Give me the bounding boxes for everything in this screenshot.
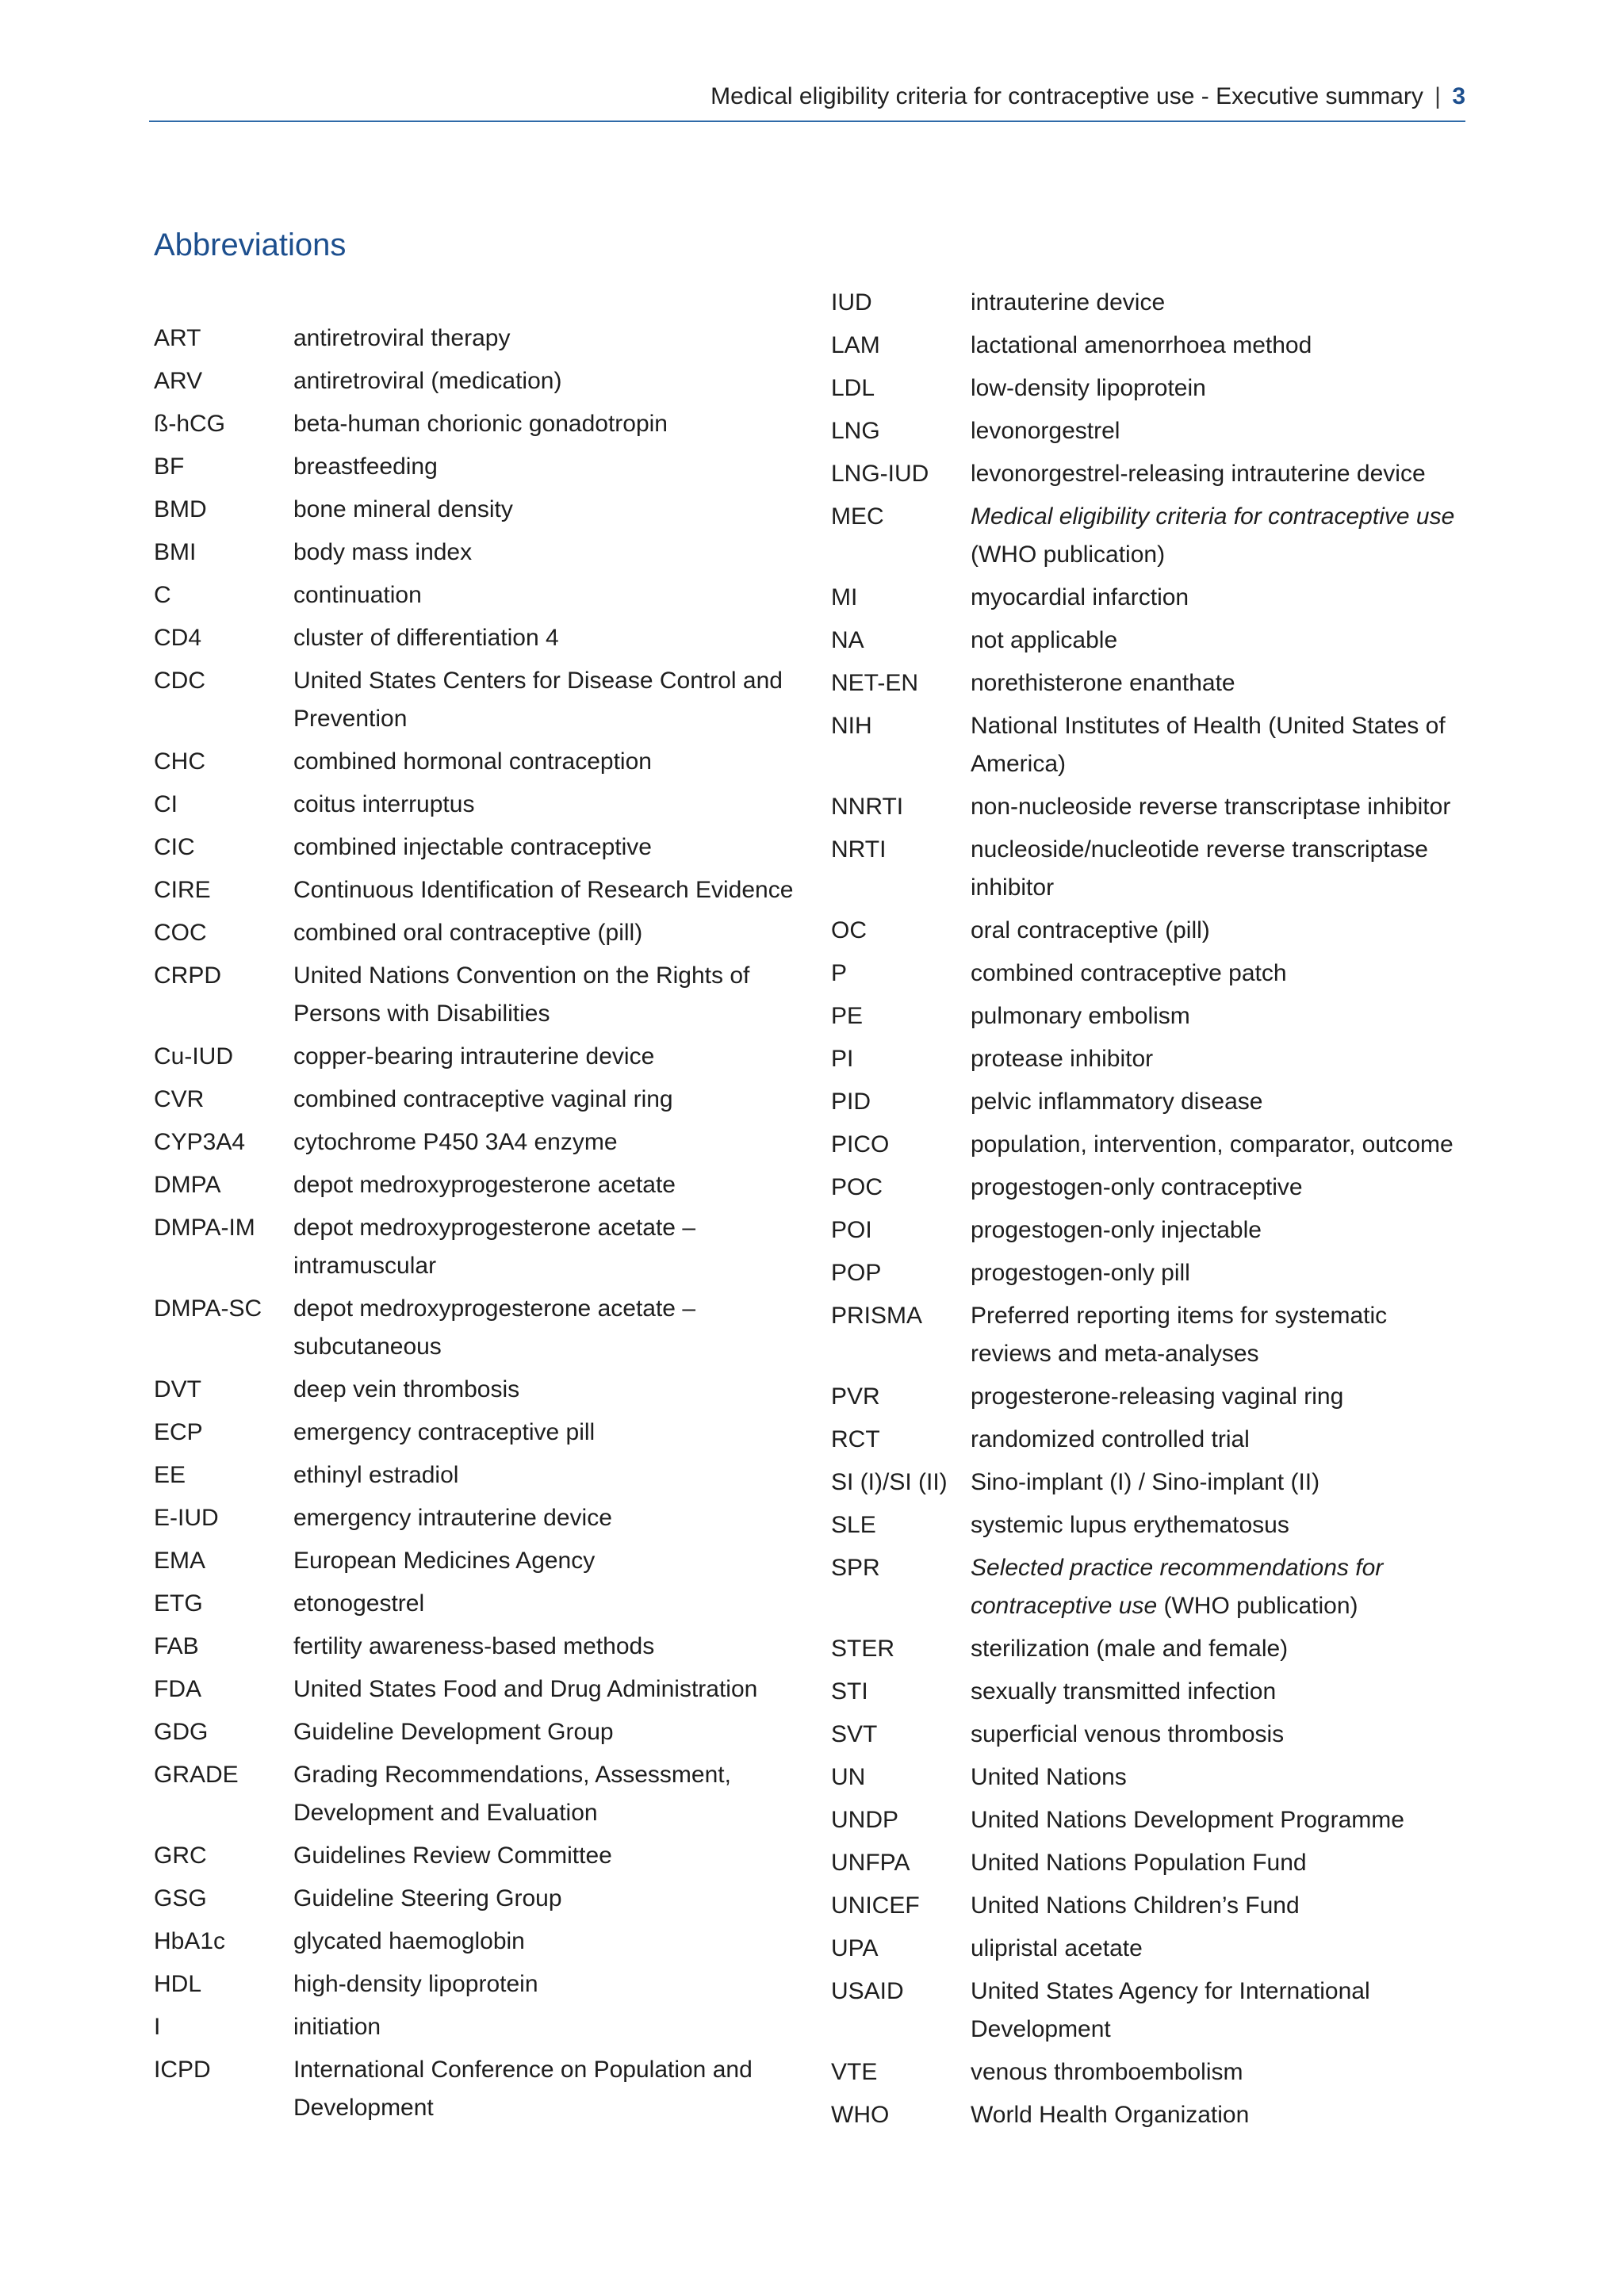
abbreviation-row (831, 2096, 1465, 2134)
abbreviation-definition: nucleoside/nucleotide reverse transcriptase inhibitor (971, 836, 1428, 901)
abbreviation-row (831, 412, 1465, 450)
abbreviation-term: ECP (154, 1419, 203, 1445)
abbreviation-term: ICPD (154, 2057, 211, 2083)
abbreviation-row (154, 914, 812, 952)
abbreviation-row (831, 1716, 1465, 1754)
abbreviation-definition: National Institutes of Health (United States of America) (971, 713, 1446, 777)
abbreviation-row (831, 622, 1465, 660)
abbreviation-term: IUD (831, 289, 872, 316)
abbreviation-row (154, 1585, 812, 1623)
abbreviation-row (154, 1756, 812, 1832)
abbreviation-row (831, 1973, 1465, 2049)
header-divider (149, 121, 1465, 122)
abbreviation-row (831, 455, 1465, 493)
abbreviation-definition: cytochrome P450 3A4 enzyme (293, 1129, 618, 1155)
abbreviation-term: STI (831, 1678, 868, 1705)
abbreviation-row (831, 997, 1465, 1035)
abbreviation-definition: non-nucleoside reverse transcriptase inhibitor (971, 794, 1451, 820)
abbreviation-row (831, 707, 1465, 783)
definition-suffix: (WHO publication) (971, 541, 1166, 568)
abbreviation-term: HbA1c (154, 1928, 226, 1954)
abbreviation-definition: glycated haemoglobin (293, 1928, 525, 1954)
abbreviation-definition: sterilization (male and female) (971, 1636, 1289, 1662)
abbreviation-term: POI (831, 1217, 872, 1243)
abbreviation-term: BF (154, 453, 185, 480)
abbreviation-term: NA (831, 627, 864, 653)
abbreviation-row (154, 2051, 812, 2127)
abbreviation-row (154, 1371, 812, 1409)
abbreviation-term: CIRE (154, 877, 211, 903)
abbreviation-definition: United Nations (971, 1764, 1127, 1790)
abbreviation-row (154, 957, 812, 1033)
abbreviation-row (831, 1887, 1465, 1925)
abbreviation-row (831, 1464, 1465, 1502)
abbreviation-term: UNFPA (831, 1850, 910, 1876)
abbreviation-row (154, 1414, 812, 1452)
abbreviation-row (154, 534, 812, 572)
abbreviation-definition: emergency intrauterine device (293, 1505, 612, 1531)
abbreviation-row (831, 1630, 1465, 1668)
abbreviation-definition: ethinyl estradiol (293, 1462, 459, 1488)
abbreviation-term: NET-EN (831, 670, 919, 696)
abbreviation-term: POC (831, 1174, 883, 1200)
abbreviation-term: NRTI (831, 836, 887, 863)
abbreviation-row (831, 284, 1465, 322)
abbreviation-definition: oral contraceptive (pill) (971, 917, 1210, 943)
abbreviation-term: PE (831, 1003, 864, 1029)
abbreviation-definition: United Nations Convention on the Rights of Persons with Disabilities (293, 962, 750, 1027)
abbreviation-definition: ulipristal acetate (971, 1935, 1143, 1961)
abbreviation-definition: United Nations Development Programme (971, 1807, 1404, 1833)
definition-suffix: (WHO publication) (1157, 1593, 1358, 1619)
abbreviation-row (154, 1965, 812, 2003)
abbreviation-row (831, 912, 1465, 950)
abbreviation-definition: myocardial infarction (971, 584, 1189, 610)
abbreviation-term: MEC (831, 503, 884, 530)
abbreviation-definition: combined injectable contraceptive (293, 834, 652, 860)
abbreviation-term: CD4 (154, 625, 202, 651)
abbreviation-term: GRADE (154, 1762, 239, 1788)
abbreviation-definition: combined hormonal contraception (293, 748, 652, 775)
abbreviation-definition: sexually transmitted infection (971, 1678, 1277, 1705)
abbreviation-definition: venous thromboembolism (971, 2059, 1243, 2085)
abbreviation-row (154, 1081, 812, 1119)
abbreviation-definition: pulmonary embolism (971, 1003, 1190, 1029)
abbreviation-definition: antiretroviral (medication) (293, 368, 562, 394)
abbreviation-row (154, 1880, 812, 1918)
abbreviations-right-column (831, 284, 1465, 2139)
abbreviation-definition: randomized controlled trial (971, 1426, 1250, 1452)
abbreviation-definition: European Medicines Agency (293, 1548, 596, 1574)
abbreviation-definition: cluster of differentiation 4 (293, 625, 559, 651)
abbreviation-definition: progestogen-only pill (971, 1260, 1190, 1286)
abbreviations-left-column (154, 320, 812, 2132)
abbreviation-row (154, 743, 812, 781)
abbreviation-definition: United States Food and Drug Administration (293, 1676, 758, 1702)
abbreviation-definition: progestogen-only injectable (971, 1217, 1262, 1243)
abbreviation-term: USAID (831, 1978, 904, 2004)
abbreviation-row (831, 664, 1465, 702)
abbreviation-row (154, 786, 812, 824)
abbreviation-row (154, 1209, 812, 1285)
page-number: 3 (1452, 83, 1465, 109)
abbreviation-term: SVT (831, 1721, 878, 1747)
abbreviation-term: BMD (154, 496, 207, 522)
abbreviation-row (154, 2008, 812, 2046)
publication-title: Medical eligibility criteria for contraceptive use (971, 503, 1455, 530)
abbreviation-definition: depot medroxyprogesterone acetate (293, 1172, 676, 1198)
abbreviation-row (831, 1254, 1465, 1292)
abbreviation-term: CRPD (154, 962, 222, 989)
abbreviation-row (154, 1499, 812, 1537)
abbreviation-definition (971, 1549, 1465, 1625)
abbreviation-term: PI (831, 1046, 854, 1072)
abbreviation-term: ETG (154, 1590, 203, 1617)
abbreviation-definition: Grading Recommendations, Assessment, Development and Evaluation (293, 1762, 731, 1826)
abbreviation-row (154, 1290, 812, 1366)
abbreviation-row (831, 1040, 1465, 1078)
abbreviation-definition: pelvic inflammatory disease (971, 1089, 1263, 1115)
abbreviation-row (154, 576, 812, 614)
abbreviation-term: FAB (154, 1633, 199, 1659)
abbreviation-definition: low-density lipoprotein (971, 375, 1206, 401)
abbreviation-row (831, 1211, 1465, 1249)
abbreviation-term: POP (831, 1260, 882, 1286)
abbreviation-definition: Guideline Development Group (293, 1719, 614, 1745)
abbreviation-term: Cu-IUD (154, 1043, 234, 1070)
abbreviation-term: COC (154, 920, 207, 946)
abbreviation-definition: norethisterone enanthate (971, 670, 1235, 696)
abbreviation-definition: coitus interruptus (293, 791, 475, 817)
abbreviation-term: RCT (831, 1426, 880, 1452)
abbreviation-row (154, 1456, 812, 1494)
abbreviation-term: NNRTI (831, 794, 904, 820)
abbreviation-definition: systemic lupus erythematosus (971, 1512, 1289, 1538)
abbreviation-definition: beta-human chorionic gonadotropin (293, 411, 668, 437)
abbreviation-row (154, 362, 812, 400)
abbreviation-row (831, 1421, 1465, 1459)
abbreviation-row (831, 831, 1465, 907)
abbreviation-definition: Sino-implant (I) / Sino-implant (II) (971, 1469, 1320, 1495)
abbreviation-row (831, 1930, 1465, 1968)
section-title: Abbreviations (154, 228, 347, 262)
abbreviation-term: PID (831, 1089, 871, 1115)
abbreviation-definition: levonorgestrel (971, 418, 1120, 444)
abbreviation-definition: antiretroviral therapy (293, 325, 511, 351)
abbreviation-row (154, 1542, 812, 1580)
abbreviation-definition: combined contraceptive patch (971, 960, 1287, 986)
abbreviation-term: ART (154, 325, 201, 351)
abbreviation-definition: depot medroxyprogesterone acetate – subcutaneous (293, 1295, 695, 1360)
abbreviation-row (831, 1758, 1465, 1797)
abbreviation-term: CI (154, 791, 178, 817)
abbreviation-row (154, 619, 812, 657)
abbreviation-term: BMI (154, 539, 197, 565)
abbreviation-definition: progestogen-only contraceptive (971, 1174, 1303, 1200)
abbreviation-term: PRISMA (831, 1303, 923, 1329)
abbreviation-term: UNICEF (831, 1892, 920, 1919)
abbreviation-term: MI (831, 584, 858, 610)
abbreviation-term: C (154, 582, 171, 608)
abbreviation-row (831, 369, 1465, 408)
abbreviation-row (154, 1713, 812, 1751)
abbreviation-term: E-IUD (154, 1505, 219, 1531)
abbreviation-row (831, 2053, 1465, 2091)
abbreviation-row (154, 1923, 812, 1961)
abbreviation-term: UPA (831, 1935, 879, 1961)
abbreviation-term: LDL (831, 375, 875, 401)
abbreviation-term: SI (I)/SI (II) (831, 1469, 948, 1495)
abbreviation-row (154, 871, 812, 909)
abbreviation-definition: World Health Organization (971, 2102, 1250, 2128)
abbreviation-row (154, 1166, 812, 1204)
abbreviation-row (831, 579, 1465, 617)
running-header (710, 80, 1465, 113)
abbreviation-row (154, 828, 812, 867)
abbreviation-definition: United Nations Population Fund (971, 1850, 1307, 1876)
abbreviation-term: DMPA (154, 1172, 221, 1198)
abbreviation-row (154, 662, 812, 738)
abbreviation-term: DMPA-IM (154, 1215, 255, 1241)
abbreviation-definition: etonogestrel (293, 1590, 425, 1617)
abbreviation-term: LAM (831, 332, 880, 358)
abbreviation-definition: lactational amenorrhoea method (971, 332, 1312, 358)
abbreviation-term: I (154, 2014, 161, 2040)
abbreviation-term: CYP3A4 (154, 1129, 246, 1155)
abbreviation-term: CDC (154, 668, 205, 694)
abbreviation-definition: fertility awareness-based methods (293, 1633, 655, 1659)
abbreviation-term: EE (154, 1462, 186, 1488)
abbreviation-term: LNG-IUD (831, 461, 929, 487)
abbreviation-row (831, 1844, 1465, 1882)
abbreviation-term: CHC (154, 748, 205, 775)
abbreviation-term: CVR (154, 1086, 205, 1112)
abbreviation-term: GRC (154, 1843, 207, 1869)
abbreviation-row (831, 1169, 1465, 1207)
abbreviation-definition: breastfeeding (293, 453, 438, 480)
abbreviation-term: SLE (831, 1512, 876, 1538)
abbreviation-definition: superficial venous thrombosis (971, 1721, 1285, 1747)
abbreviation-definition: deep vein thrombosis (293, 1376, 520, 1402)
abbreviation-definition: emergency contraceptive pill (293, 1419, 596, 1445)
abbreviation-term: GSG (154, 1885, 207, 1911)
abbreviation-definition: not applicable (971, 627, 1118, 653)
publication-title: Selected practice recommendations for contraceptive use (971, 1555, 1384, 1619)
abbreviation-row (154, 1837, 812, 1875)
abbreviation-definition: Guideline Steering Group (293, 1885, 562, 1911)
abbreviation-definition: United Nations Children’s Fund (971, 1892, 1300, 1919)
abbreviation-definition: population, intervention, comparator, outcome (971, 1131, 1454, 1158)
abbreviation-row (831, 1297, 1465, 1373)
abbreviation-row (831, 1801, 1465, 1839)
abbreviation-row (831, 1083, 1465, 1121)
abbreviation-row (154, 405, 812, 443)
abbreviation-term: DMPA-SC (154, 1295, 262, 1322)
abbreviation-row (831, 788, 1465, 826)
abbreviation-definition: intrauterine device (971, 289, 1166, 316)
abbreviation-row (831, 1126, 1465, 1164)
abbreviation-row (831, 1506, 1465, 1544)
abbreviation-term: P (831, 960, 848, 986)
abbreviation-term: WHO (831, 2102, 890, 2128)
abbreviation-row (831, 498, 1465, 574)
abbreviation-definition: combined oral contraceptive (pill) (293, 920, 643, 946)
abbreviation-definition: body mass index (293, 539, 473, 565)
abbreviation-term: UN (831, 1764, 866, 1790)
abbreviation-definition: progesterone-releasing vaginal ring (971, 1383, 1344, 1410)
abbreviation-row (154, 1123, 812, 1161)
abbreviation-term: PICO (831, 1131, 890, 1158)
abbreviation-term: ß-hCG (154, 411, 225, 437)
abbreviation-definition: Preferred reporting items for systematic reviews and meta-analyses (971, 1303, 1388, 1367)
abbreviation-term: HDL (154, 1971, 202, 1997)
abbreviation-row (154, 448, 812, 486)
abbreviation-row (831, 327, 1465, 365)
abbreviation-term: LNG (831, 418, 880, 444)
abbreviation-term: EMA (154, 1548, 206, 1574)
abbreviation-definition: Continuous Identification of Research Evidence (293, 877, 794, 903)
abbreviation-term: DVT (154, 1376, 201, 1402)
abbreviation-row (154, 320, 812, 358)
abbreviation-term: OC (831, 917, 867, 943)
abbreviation-term: SPR (831, 1555, 880, 1581)
abbreviation-definition (971, 498, 1465, 574)
abbreviation-definition: continuation (293, 582, 422, 608)
abbreviation-term: VTE (831, 2059, 878, 2085)
abbreviation-definition: depot medroxyprogesterone acetate – intramuscular (293, 1215, 695, 1279)
abbreviation-term: UNDP (831, 1807, 899, 1833)
abbreviation-term: NIH (831, 713, 872, 739)
abbreviation-definition: International Conference on Population and Development (293, 2057, 753, 2121)
abbreviation-term: PVR (831, 1383, 880, 1410)
abbreviation-row (154, 1038, 812, 1076)
running-header-title: Medical eligibility criteria for contraceptive use - Executive summary (710, 83, 1423, 109)
abbreviation-definition: Guidelines Review Committee (293, 1843, 612, 1869)
abbreviation-row (831, 1378, 1465, 1416)
abbreviation-term: STER (831, 1636, 895, 1662)
abbreviation-row (154, 1628, 812, 1666)
abbreviation-term: GDG (154, 1719, 209, 1745)
abbreviation-definition: bone mineral density (293, 496, 513, 522)
abbreviation-row (154, 491, 812, 529)
abbreviation-definition: United States Agency for International Development (971, 1978, 1370, 2042)
abbreviation-definition: protease inhibitor (971, 1046, 1154, 1072)
abbreviation-definition: initiation (293, 2014, 381, 2040)
abbreviation-definition: copper-bearing intrauterine device (293, 1043, 655, 1070)
abbreviation-row (831, 1673, 1465, 1711)
abbreviation-definition: combined contraceptive vaginal ring (293, 1086, 673, 1112)
abbreviation-definition: levonorgestrel-releasing intrauterine device (971, 461, 1426, 487)
abbreviation-definition: high-density lipoprotein (293, 1971, 538, 1997)
abbreviation-term: ARV (154, 368, 203, 394)
abbreviation-term: FDA (154, 1676, 201, 1702)
abbreviation-row (154, 1670, 812, 1709)
running-header-separator: | (1434, 83, 1441, 109)
abbreviation-term: CIC (154, 834, 195, 860)
abbreviation-definition: United States Centers for Disease Control and Prevention (293, 668, 783, 732)
abbreviation-row (831, 1549, 1465, 1625)
abbreviation-row (831, 955, 1465, 993)
